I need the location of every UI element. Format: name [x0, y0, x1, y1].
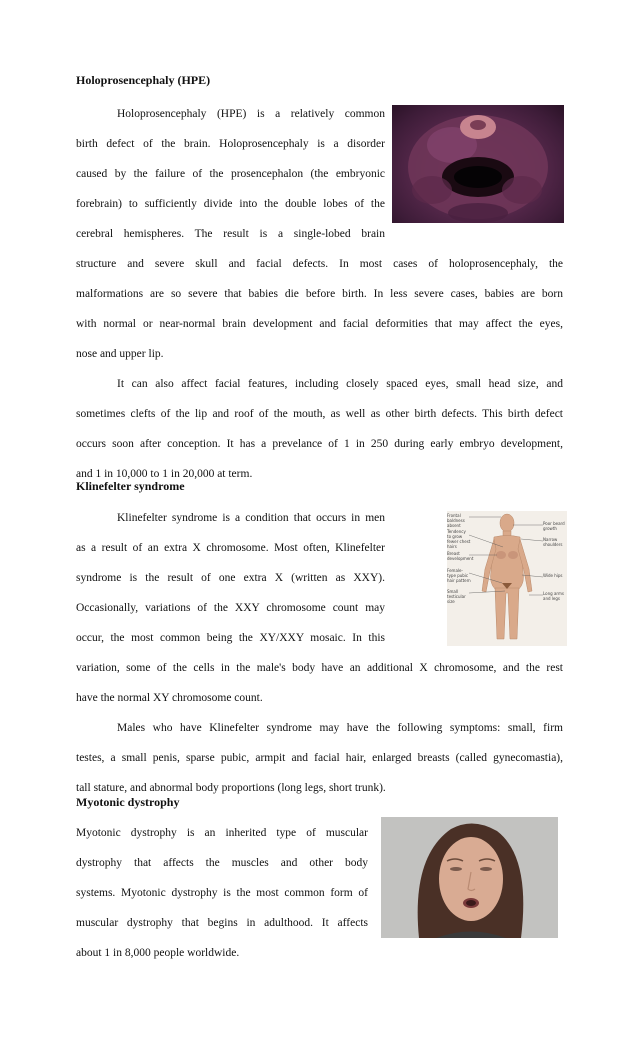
- text-line: birth defect of the brain. Holoprosencephaly is a disorder: [76, 138, 385, 150]
- text-line: and 1 in 10,000 to 1 in 20,000 at term.: [76, 468, 253, 480]
- text-line: with normal or near-normal brain development and facial deformities that may affect the eyes,: [76, 318, 563, 330]
- figure-label: Frontal baldness absent: [447, 513, 465, 528]
- hpe-photo: [392, 105, 564, 223]
- myotonic-photo: [381, 817, 558, 938]
- text-line: variation, some of the cells in the male's body have an additional X chromosome, and the rest: [76, 662, 563, 674]
- text-line: sometimes clefts of the lip and roof of the mouth, as well as other birth defects. This birth defect: [76, 408, 563, 420]
- heading-hpe: Holoprosencephaly (HPE): [76, 73, 211, 87]
- text-line: Occasionally, variations of the XXY chromosome count may: [76, 602, 385, 614]
- klinefelter-figure: [447, 511, 567, 646]
- text-line: testes, a small penis, sparse pubic, armpit and facial hair, enlarged breasts (called gynecomastia),: [76, 752, 563, 764]
- text-line: about 1 in 8,000 people worldwide.: [76, 947, 240, 959]
- text-line: nose and upper lip.: [76, 348, 164, 360]
- text-line: It can also affect facial features, including closely spaced eyes, small head size, and: [117, 378, 563, 390]
- text-line: forebrain) to sufficiently divide into the double lobes of the: [76, 198, 385, 210]
- text-line: have the normal XY chromosome count.: [76, 692, 263, 704]
- text-line: muscular dystrophy that begins in adulthood. It affects: [76, 917, 368, 929]
- text-line: systems. Myotonic dystrophy is the most common form of: [76, 887, 368, 899]
- figure-label: Breast development: [447, 551, 474, 561]
- figure-label: Long arms and legs: [543, 591, 564, 601]
- text-line: occurs soon after conception. It has a prevelance of 1 in 250 during early embryo development,: [76, 438, 563, 450]
- text-line: structure and severe skull and facial defects. In most cases of holoprosencephaly, the: [76, 258, 563, 270]
- figure-label: Tendency to grow fewer chest hairs: [447, 529, 471, 549]
- figure-label: Small testicular size: [447, 589, 466, 604]
- text-line: dystrophy that affects the muscles and other body: [76, 857, 368, 869]
- text-line: Males who have Klinefelter syndrome may have the following symptoms: small, firm: [117, 722, 563, 734]
- figure-label: Wide hips: [543, 573, 563, 578]
- text-line: cerebral hemispheres. The result is a single-lobed brain: [76, 228, 385, 240]
- text-line: malformations are so severe that babies die before birth. In less severe cases, babies are born: [76, 288, 563, 300]
- text-line: occur, the most common being the XY/XXY mosaic. In this: [76, 632, 385, 644]
- heading-klinefelter: Klinefelter syndrome: [76, 479, 185, 493]
- text-line: as a result of an extra X chromosome. Most often, Klinefelter: [76, 542, 385, 554]
- figure-label: Female-type pubic hair pattern: [447, 568, 471, 583]
- heading-myotonic: Myotonic dystrophy: [76, 795, 180, 809]
- text-line: Myotonic dystrophy is an inherited type of muscular: [76, 827, 368, 839]
- text-line: Klinefelter syndrome is a condition that occurs in men: [117, 512, 385, 524]
- figure-label: Narrow shoulders: [543, 537, 563, 547]
- text-line: syndrome is the result of one extra X (written as XXY).: [76, 572, 385, 584]
- text-line: tall stature, and abnormal body proportions (long legs, short trunk).: [76, 782, 386, 794]
- text-line: Holoprosencephaly (HPE) is a relatively common: [117, 108, 385, 120]
- text-line: caused by the failure of the prosencephalon (the embryonic: [76, 168, 385, 180]
- figure-label: Poor beard growth: [543, 521, 565, 531]
